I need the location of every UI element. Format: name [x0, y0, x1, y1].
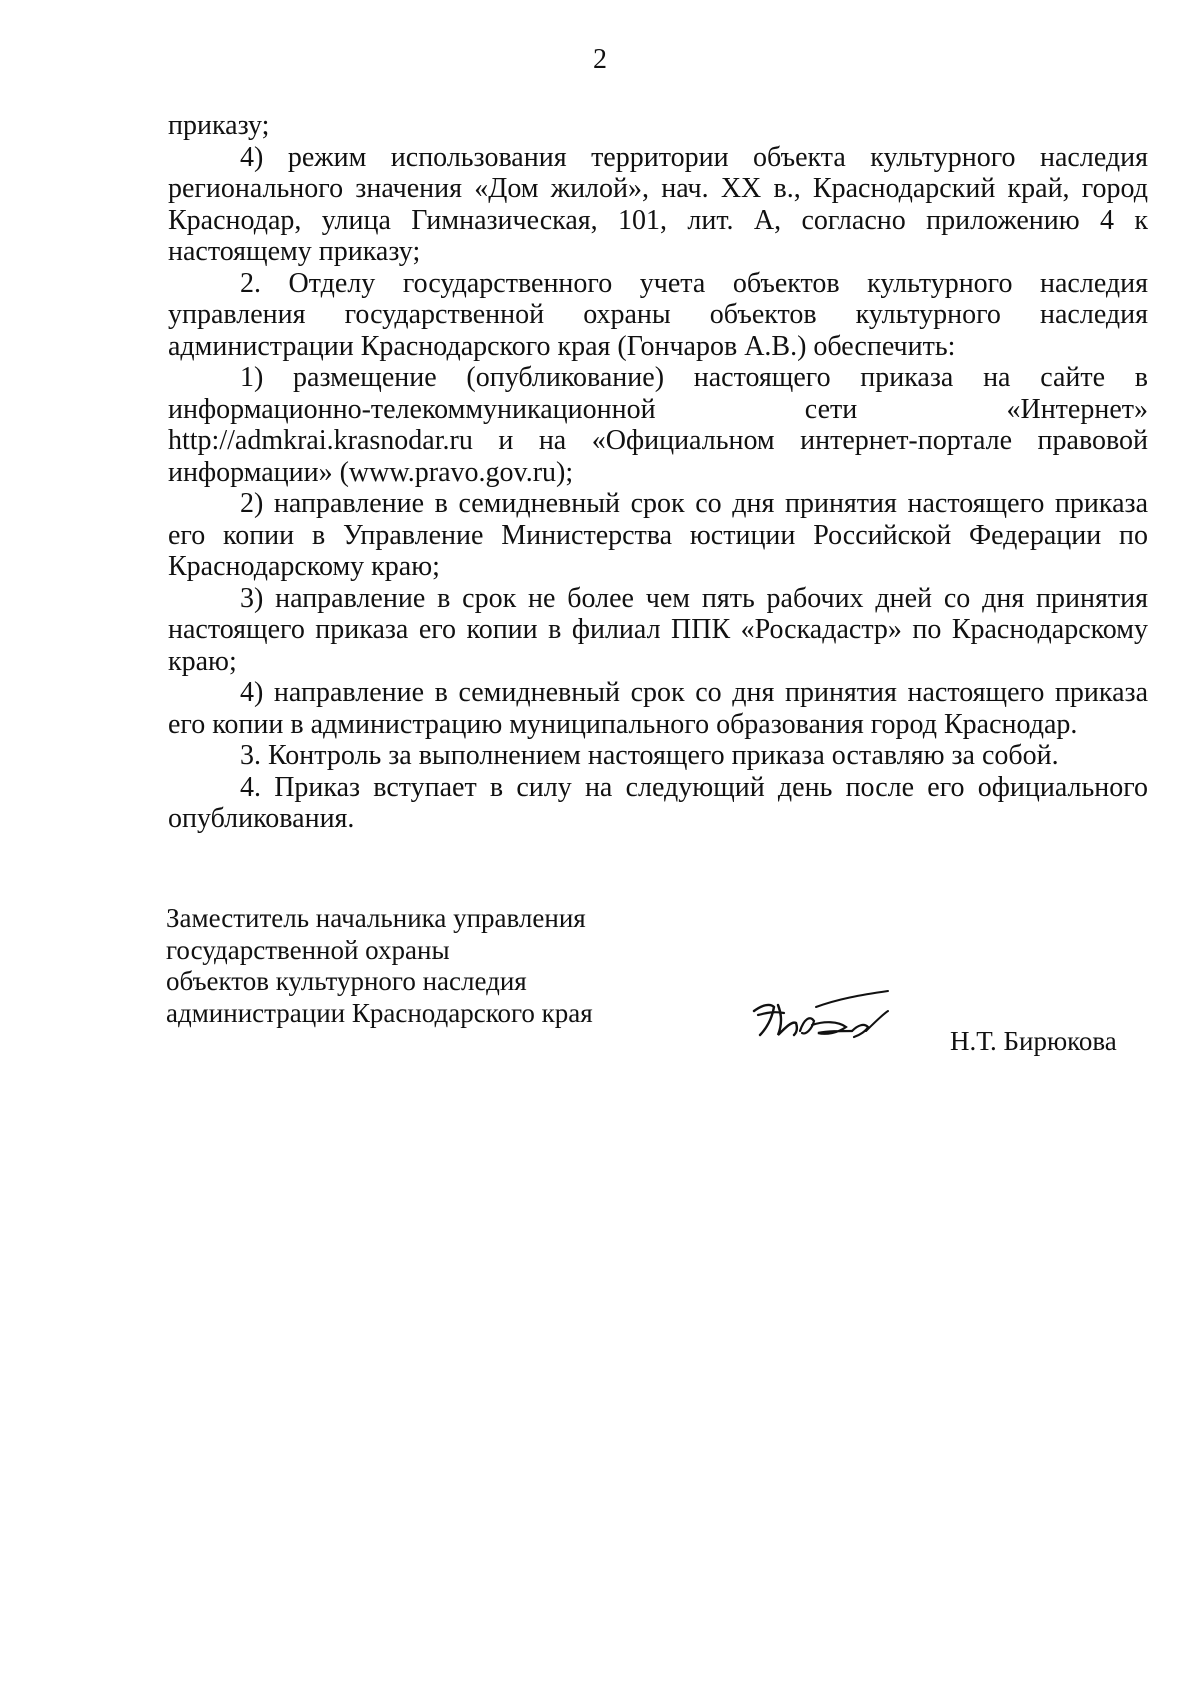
signatory-position [166, 903, 726, 1029]
page-number: 2 [593, 44, 607, 75]
paragraph-subitem-1: 1) размещение (опубликование) настоящего приказа на сайте в информационно-телекоммуникационной сети «Интернет» http://admkrai.krasnodar.ru и на «Официальном интернет-портале правовой информации» (www.pravo.gov.ru); [168, 362, 1148, 488]
paragraph-point-3: 3. Контроль за выполнением настоящего приказа оставляю за собой. [240, 740, 1059, 771]
paragraph-continuation: приказу; [168, 110, 270, 141]
signatory-position-line: администрации Краснодарского края [166, 997, 593, 1028]
paragraph-point-2: 2. Отделу государственного учета объектов культурного наследия управления государственной охраны объектов культурного наследия администрации Краснодарского края (Гончаров А.В.) обеспечить: [168, 267, 1148, 362]
paragraph-subitem-3: 3) направление в срок не более чем пять рабочих дней со дня принятия настоящего приказа его копии в филиал ППК «Роскадастр» по Краснодарскому краю; [168, 582, 1148, 677]
handwritten-signature [748, 985, 898, 1055]
signatory-name: Н.Т. Бирюкова [950, 1026, 1117, 1056]
signatory-position-line: объектов культурного наследия [166, 966, 527, 996]
document-body [168, 110, 1148, 835]
paragraph-subitem-2: 2) направление в семидневный срок со дня принятия настоящего приказа его копии в Управление Министерства юстиции Российской Федерации по Краснодарскому краю; [168, 488, 1148, 582]
paragraph-subitem-4: 4) направление в семидневный срок со дня принятия настоящего приказа его копии в администрацию муниципального образования город Краснодар. [168, 677, 1148, 740]
paragraph-item-4-regime: 4) режим использования территории объекта культурного наследия регионального значения «Дом жилой», нач. XX в., Краснодарский край, город Краснодар, улица Гимназическая, 101, лит. А, согласно приложению 4 к настоящему приказу; [168, 141, 1148, 267]
signatory-position-line: государственной охраны [166, 934, 450, 965]
signatory-position-line: Заместитель начальника управления [166, 903, 586, 933]
paragraph-point-4: 4. Приказ вступает в силу на следующий день после его официального опубликования. [168, 771, 1148, 834]
